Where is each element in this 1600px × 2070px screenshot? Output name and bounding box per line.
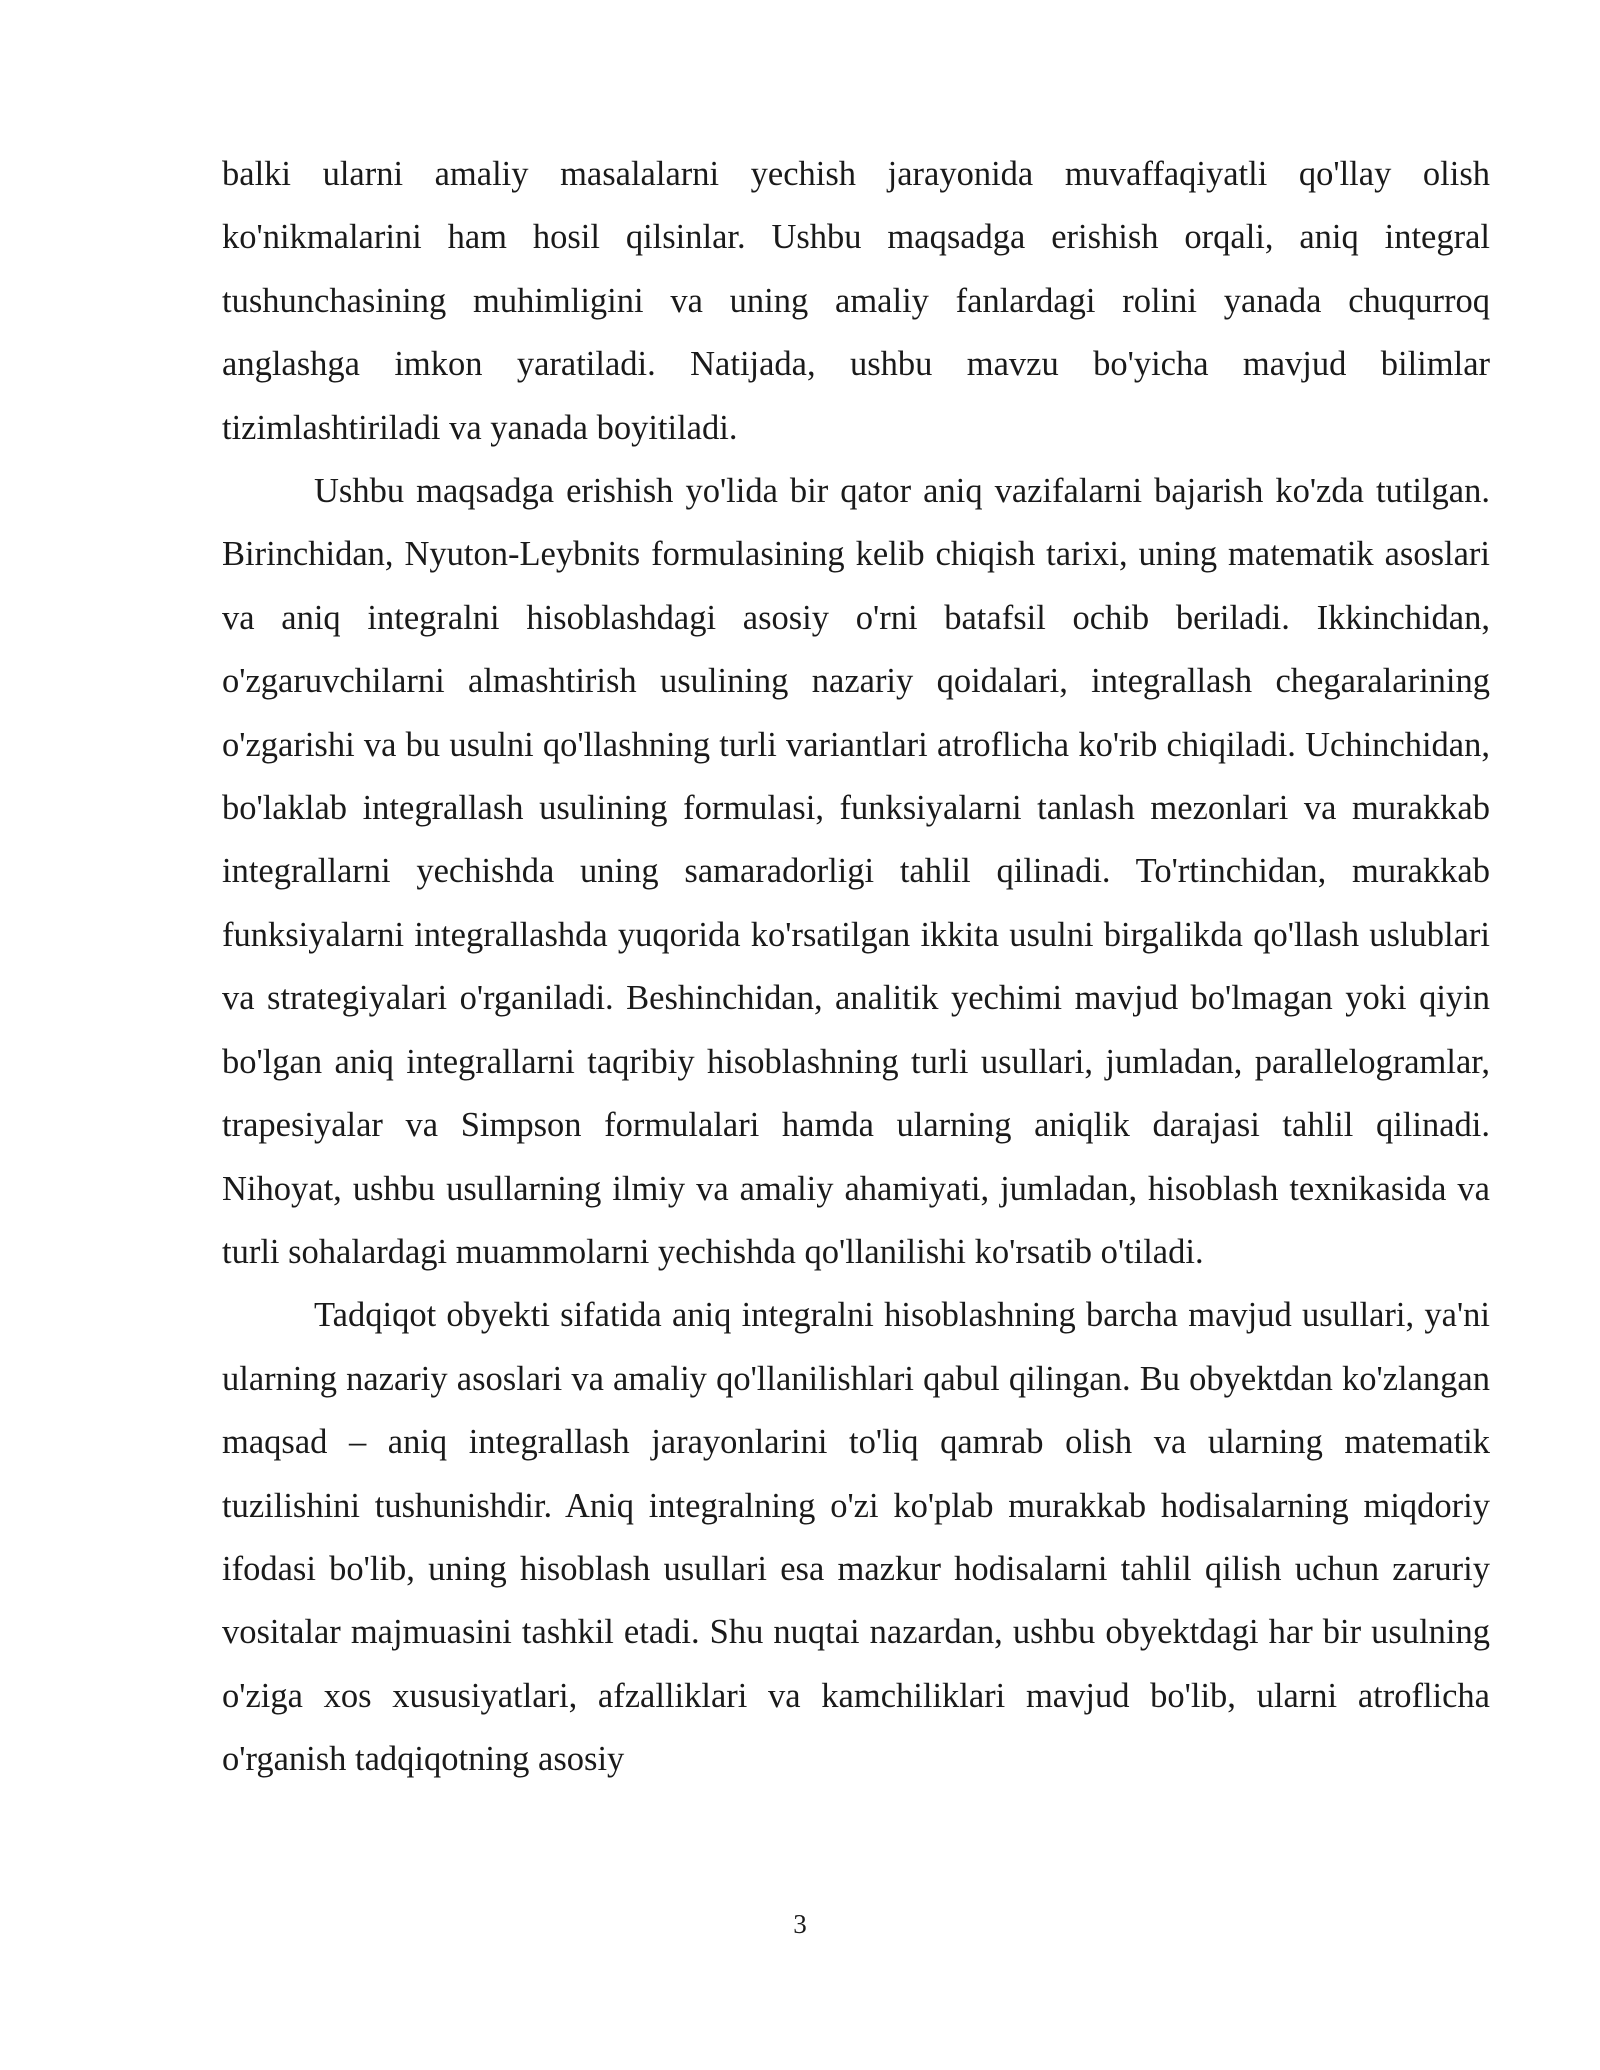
- paragraph-research-object: Tadqiqot obyekti sifatida aniq integralni hisoblashning barcha mavjud usullari, ya'ni ularning nazariy asoslari va amaliy qo'llanilishlari qabul qilingan. Bu obyektdan ko'zlangan maqsad – aniq integrallash jarayonlarini to'liq qamrab olish va ularning matematik tuzilishini tushunishdir. Aniq integralning o'zi ko'plab murakkab hodisalarning miqdoriy ifodasi bo'lib, uning hisoblash usullari esa mazkur hodisalarni tahlil qilish uchun zaruriy vositalar majmuasini tashkil etadi. Shu nuqtai nazardan, ushbu obyektdagi har bir usulning o'ziga xos xususiyatlari, afzalliklari va kamchiliklari mavjud bo'lib, ularni atroflicha o'rganish tadqiqotning asosiy: [222, 1296, 1490, 1779]
- paragraph-tasks: Ushbu maqsadga erishish yo'lida bir qator aniq vazifalarni bajarish ko'zda tutilgan. Birinchidan, Nyuton-Leybnits formulasining kelib chiqish tarixi, uning matematik asoslari va aniq integralni hisoblashdagi asosiy o'rni batafsil ochib beriladi. Ikkinchidan, o'zgaruvchilarni almashtirish usulining nazariy qoidalari, integrallash chegaralarining o'zgarishi va bu usulni qo'llashning turli variantlari atroflicha ko'rib chiqiladi. Uchinchidan, bo'laklab integrallash usulining formulasi, funksiyalarni tanlash mezonlari va murakkab integrallarni yechishda uning samaradorligi tahlil qilinadi. To'rtinchidan, murakkab funksiyalarni integrallashda yuqorida ko'rsatilgan ikkita usulni birgalikda qo'llash uslublari va strategiyalari o'rganiladi. Beshinchidan, analitik yechimi mavjud bo'lmagan yoki qiyin bo'lgan aniq integrallarni taqribiy hisoblashning turli usullari, jumladan, parallelogramlar, trapesiyalar va Simpson formulalari hamda ularning aniqlik darajasi tahlil qilinadi. Nihoyat, ushbu usullarning ilmiy va amaliy ahamiyati, jumladan, hisoblash texnikasida va turli sohalardagi muammolarni yechishda qo'llanilishi ko'rsatib o'tiladi.: [222, 472, 1490, 1271]
- body-text: [222, 143, 1490, 1792]
- paragraph-continuation: balki ularni amaliy masalalarni yechish jarayonida muvaffaqiyatli qo'llay olish ko'nikmalarini ham hosil qilsinlar. Ushbu maqsadga erishish orqali, aniq integral tushunchasining muhimligini va uning amaliy fanlardagi rolini yanada chuqurroq anglashga imkon yaratiladi. Natijada, ushbu mavzu bo'yicha mavjud bilimlar tizimlashtiriladi va yanada boyitiladi.: [222, 155, 1490, 447]
- page-number: 3: [793, 1909, 807, 1939]
